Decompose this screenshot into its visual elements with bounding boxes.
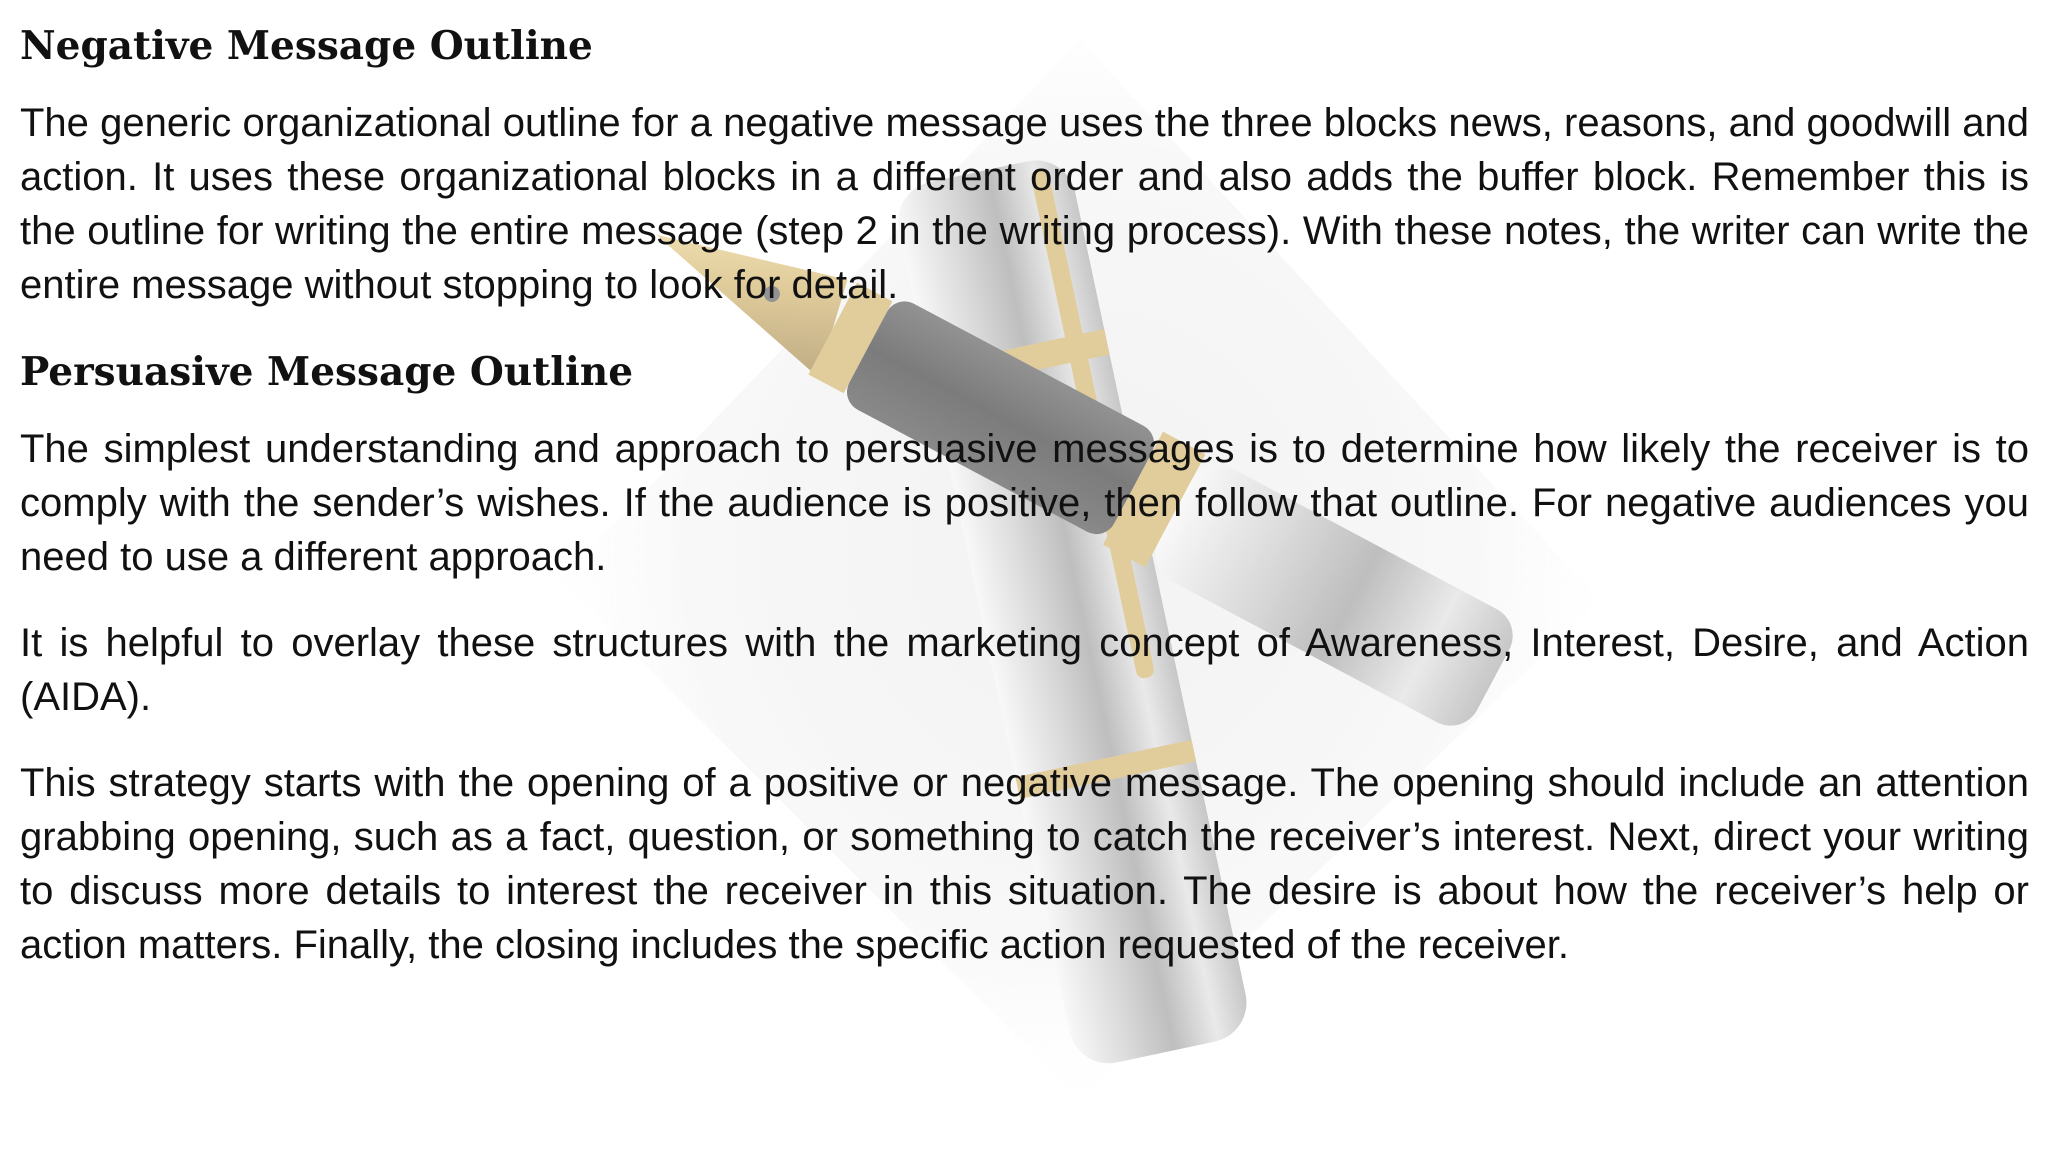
section-heading-negative: Negative Message Outline: [20, 23, 593, 69]
paragraph-persuasive-approach: The simplest understanding and approach to persuasive messages is to determine how likely the receiver is to comply with the sender’s wishes. If the audience is positive, then follow that outline. For negative audiences you need to use a different approach.: [20, 427, 2029, 579]
paragraph-negative-outline: The generic organizational outline for a negative message uses the three blocks news, reasons, and goodwill and action. It uses these organizational blocks in a different order and also adds the buffer block. Remember this is the outline for writing the entire message (step 2 in the writing process). With these notes, the writer can write the entire message without stopping to look for detail.: [20, 101, 2029, 307]
paragraph-strategy: This strategy starts with the opening of a positive or negative message. The opening should include an attention grabbing opening, such as a fact, question, or something to catch the receiver’s interest. Next, direct your writing to discuss more details to interest the receiver in this situation. The desire is about how the receiver’s help or action matters. Finally, the closing includes the specific action requested of the receiver.: [20, 761, 2029, 967]
section-heading-persuasive: Persuasive Message Outline: [20, 349, 634, 395]
document-body: [20, 18, 2029, 972]
paragraph-aida: It is helpful to overlay these structures with the marketing concept of Awareness, Interest, Desire, and Action (AIDA).: [20, 621, 2029, 719]
